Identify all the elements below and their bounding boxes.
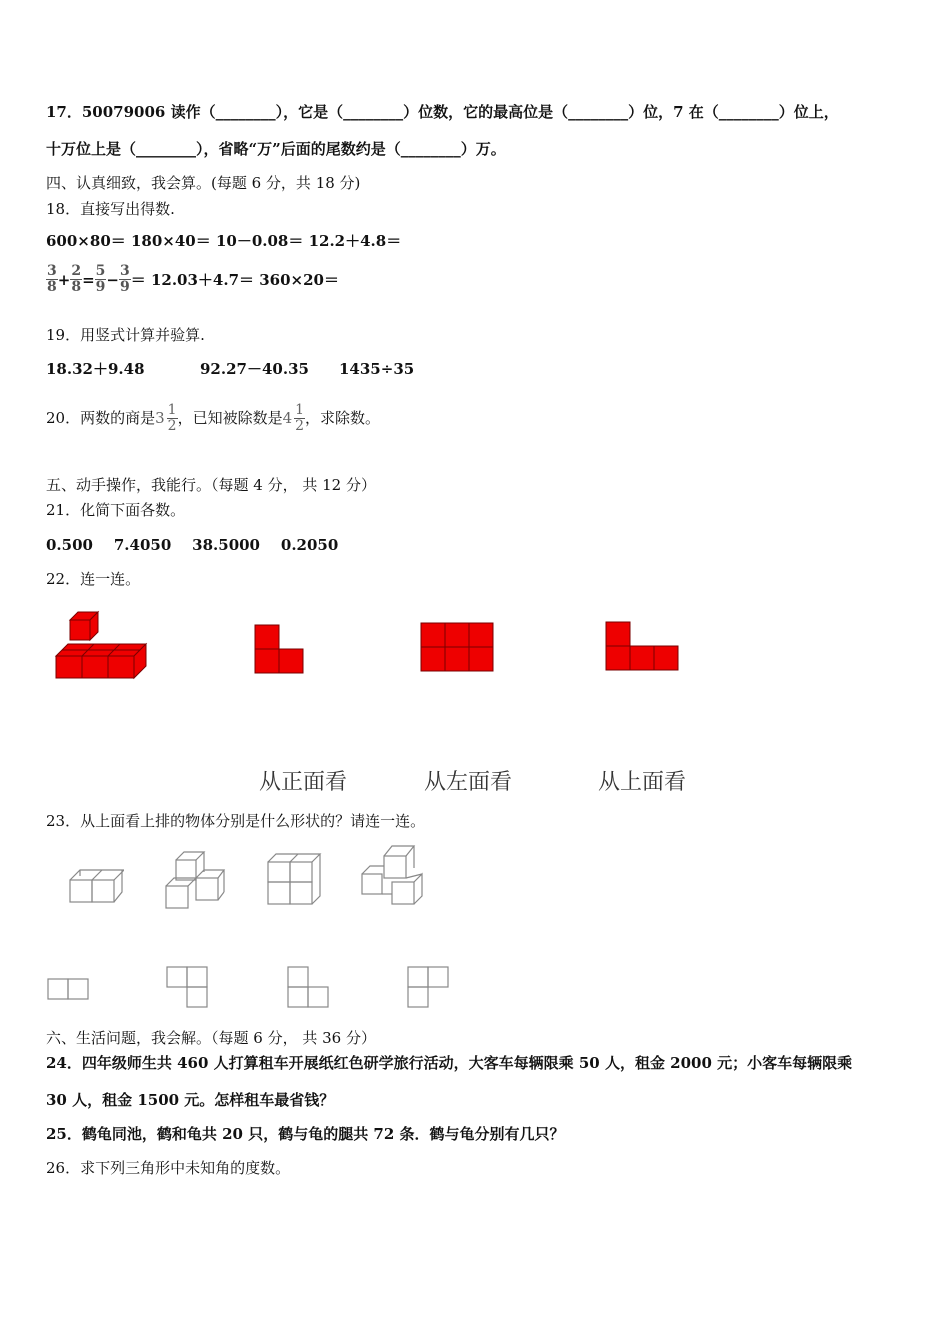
q26-text: 26．求下列三角形中未知角的度数。 bbox=[46, 1159, 291, 1177]
q24-line1: 24．四年级师生共 460 人打算租车开展纸红色研学旅行活动，大客车每辆限乘 50 人，租金 2000 元；小客车每辆限乘 bbox=[46, 1054, 853, 1072]
q18-row1: 600×80＝ 180×40＝ 10－0.08＝ 12.2＋4.8＝ bbox=[46, 232, 402, 250]
q18-row2 bbox=[46, 264, 339, 295]
label-front-view: 从正面看 bbox=[259, 770, 348, 795]
q20-mid: ，已知被除数是 bbox=[177, 409, 283, 427]
front-view-shape bbox=[254, 624, 306, 676]
operator: + bbox=[57, 270, 71, 289]
fraction: $\frac{3}{9}$ bbox=[119, 263, 130, 295]
top-shape-2 bbox=[166, 966, 210, 1010]
cube-solid-3 bbox=[264, 852, 322, 908]
q24-line2: 30 人，租金 1500 元。怎样租车最省钱？ bbox=[46, 1091, 335, 1109]
top-shape-4 bbox=[407, 966, 451, 1010]
mixed-number: 4 $\frac{1}{2}$ bbox=[282, 401, 305, 434]
section-4-title: 四、认真细致，我会算。(每题 6 分，共 18 分) bbox=[46, 174, 361, 192]
q18-title: 18．直接写出得数. bbox=[46, 200, 175, 218]
operator: − bbox=[106, 270, 119, 289]
cube-solid-2 bbox=[162, 848, 226, 912]
cube-solid-4 bbox=[358, 842, 424, 908]
q19-item-3: 1435÷35 bbox=[339, 360, 415, 378]
fraction: $\frac{5}{9}$ bbox=[95, 263, 106, 295]
section-6-title: 六、生活问题，我会解。（每题 6 分， 共 36 分） bbox=[46, 1029, 376, 1047]
label-top-view: 从上面看 bbox=[598, 770, 687, 795]
mixed-number: 3 $\frac{1}{2}$ bbox=[155, 401, 177, 434]
q20-line bbox=[46, 396, 380, 440]
q19-item-2: 92.27－40.35 bbox=[200, 360, 309, 378]
q19-item-1: 18.32＋9.48 bbox=[46, 360, 145, 378]
operator: = bbox=[82, 270, 95, 289]
q21-numbers: 0.500 7.4050 38.5000 0.2050 bbox=[46, 536, 339, 554]
left-view-shape bbox=[420, 622, 496, 674]
q20-post: ，求除数。 bbox=[305, 409, 381, 427]
q25-text: 25．鹤龟同池，鹤和龟共 20 只，鹤与龟的腿共 72 条．鹤与龟分别有几只？ bbox=[46, 1125, 565, 1143]
top-view-shape bbox=[605, 621, 681, 673]
label-left-view: 从左面看 bbox=[424, 770, 513, 795]
cube-solid-1 bbox=[66, 862, 124, 908]
q19-title: 19．用竖式计算并验算. bbox=[46, 326, 205, 344]
q17-line2: 十万位上是（________），省略“万”后面的尾数约是（________）万。 bbox=[46, 140, 506, 158]
red-cubes-3d-figure bbox=[52, 608, 152, 684]
fraction: $\frac{3}{8}$ bbox=[47, 263, 57, 295]
q22-title: 22．连一连。 bbox=[46, 570, 141, 588]
top-shape-3 bbox=[287, 966, 331, 1010]
q23-title: 23．从上面看上排的物体分别是什么形状的？请连一连。 bbox=[46, 812, 426, 830]
q17-line1: 17．50079006 读作（________），它是（________）位数，它的最高位是（________）位，7 在（________）位上， bbox=[46, 103, 839, 121]
q21-title: 21．化简下面各数。 bbox=[46, 501, 186, 519]
fraction: $\frac{2}{8}$ bbox=[71, 263, 82, 295]
section-5-title: 五、动手操作，我能行。（每题 4 分， 共 12 分） bbox=[46, 476, 376, 494]
q20-pre: 20．两数的商是 bbox=[46, 409, 156, 427]
top-shape-1 bbox=[47, 978, 91, 1002]
q18-row2-rest: ＝ 12.03＋4.7＝ 360×20＝ bbox=[130, 270, 339, 289]
